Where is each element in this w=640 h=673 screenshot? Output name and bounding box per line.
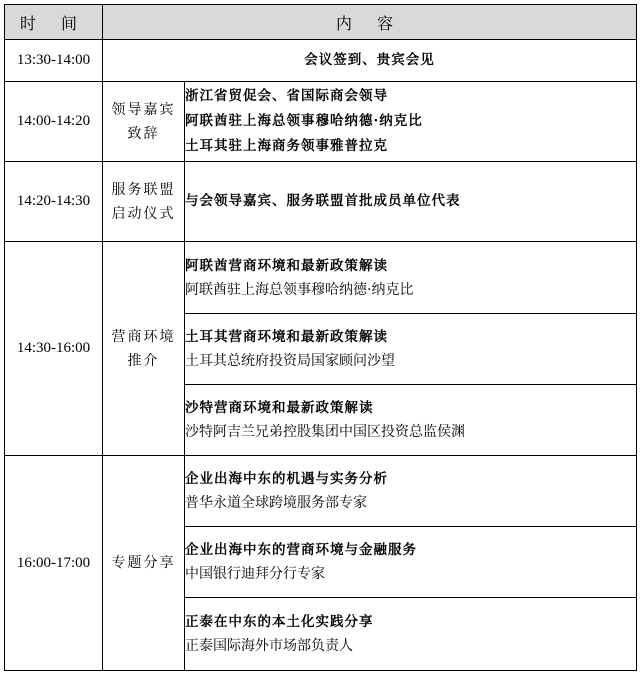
section-line: 营商环境 [111, 328, 176, 345]
time-cell: 13:30-14:00 [5, 40, 103, 82]
section-cell [103, 162, 185, 242]
agenda-row-speeches [5, 82, 637, 162]
agenda-item: 土耳其驻上海商务领事雅普拉克 [185, 138, 388, 154]
agenda-item: 与会领导嘉宾、服务联盟首批成员单位代表 [185, 193, 461, 209]
content-cell [103, 40, 637, 82]
header-row [5, 5, 637, 40]
content-cell [185, 162, 637, 242]
talk-speaker: 土耳其总统府投资局国家顾问沙望 [185, 353, 395, 369]
section-line: 启动仪式 [111, 205, 176, 222]
talk-speaker: 沙特阿吉兰兄弟控股集团中国区投资总监侯渊 [185, 424, 465, 440]
header-content: 内 容 [103, 5, 637, 40]
talk-title: 土耳其营商环境和最新政策解读 [185, 329, 388, 345]
talk-cell [185, 242, 637, 314]
section-line: 致辞 [127, 125, 160, 142]
time-cell: 14:00-14:20 [5, 82, 103, 162]
talk-speaker: 正泰国际海外市场部负责人 [185, 638, 353, 654]
talk-cell [185, 527, 637, 598]
agenda-item: 会议签到、贵宾会见 [304, 52, 435, 68]
agenda-row-launch [5, 162, 637, 242]
section-line: 推介 [127, 352, 160, 369]
agenda-row-signin [5, 40, 637, 82]
talk-title: 沙特营商环境和最新政策解读 [185, 400, 374, 416]
section-cell [103, 82, 185, 162]
talk-title: 阿联酋营商环境和最新政策解读 [185, 257, 388, 274]
talk-title: 企业出海中东的机遇与实务分析 [185, 471, 388, 487]
talk-speaker: 阿联酋驻上海总领事穆哈纳德·纳克比 [185, 281, 414, 298]
agenda-table [4, 4, 637, 671]
agenda-row-sharing [5, 456, 637, 527]
talk-cell [185, 385, 637, 456]
time-cell: 14:20-14:30 [5, 162, 103, 242]
talk-cell [185, 314, 637, 385]
talk-cell [185, 598, 637, 671]
time-cell: 16:00-17:00 [5, 456, 103, 671]
agenda-item: 阿联酋驻上海总领事穆哈纳德·纳克比 [185, 113, 423, 129]
content-cell [185, 82, 637, 162]
talk-speaker: 中国银行迪拜分行专家 [185, 566, 325, 582]
talk-title: 正泰在中东的本土化实践分享 [185, 614, 374, 630]
section-cell [103, 242, 185, 456]
section-line: 专题分享 [111, 555, 176, 571]
talk-cell [185, 456, 637, 527]
section-line: 领导嘉宾 [111, 101, 176, 118]
agenda-item: 浙江省贸促会、省国际商会领导 [185, 88, 388, 104]
section-cell [103, 456, 185, 671]
section-line: 服务联盟 [111, 181, 176, 198]
talk-title: 企业出海中东的营商环境与金融服务 [185, 542, 417, 558]
time-cell: 14:30-16:00 [5, 242, 103, 456]
talk-speaker: 普华永道全球跨境服务部专家 [185, 495, 367, 511]
agenda-row-business-env [5, 242, 637, 314]
header-time: 时 间 [5, 5, 103, 40]
